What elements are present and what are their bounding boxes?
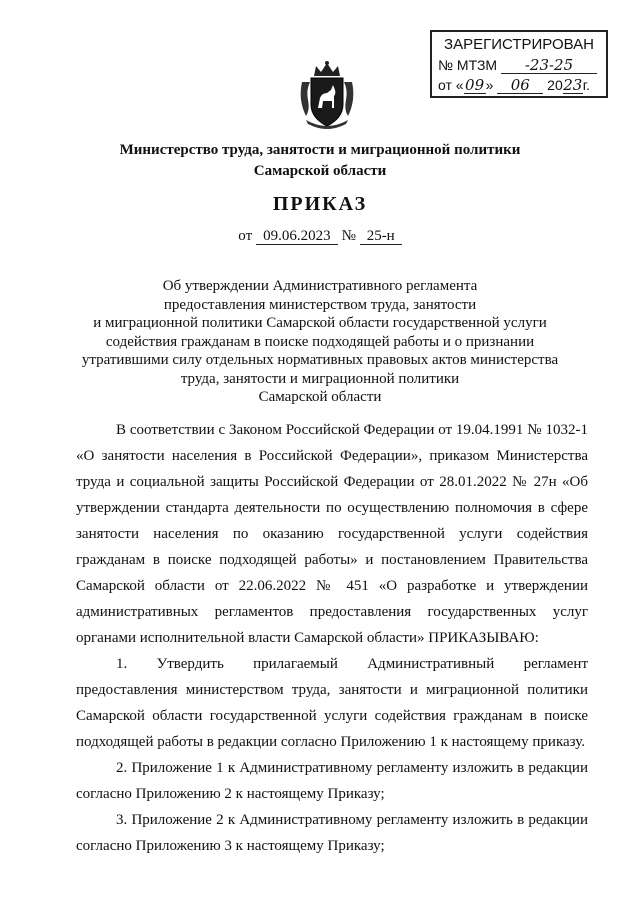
subject-line: содействия гражданам в поиске подходящей работы и о признании [105, 333, 535, 350]
registration-stamp [430, 30, 608, 98]
ministry-line-2: Самарской области [253, 163, 387, 179]
clause-1: 1. Утвердить прилагаемый Административный регламент предоставления министерством труда, занятости и миграционной политики Самарской области государственной услуги содействия гражданам в поиске подходящей работы в редакции согласно Приложению 1 к настоящему приказу. [76, 656, 588, 750]
subject-line: Самарской области [258, 389, 382, 405]
document-title: ПРИКАЗ [272, 193, 368, 215]
clause-2: 2. Приложение 1 к Административному регламенту изложить в редакции согласно Приложению 2 к настоящему Приказу; [76, 760, 588, 802]
stamp-number-prefix: № МТЗМ [438, 57, 498, 73]
stamp-year: 23 [563, 76, 583, 94]
stamp-year-prefix: 20 [547, 77, 563, 93]
ministry-line-1: Министерство труда, занятости и миграционной политики [119, 142, 521, 158]
order-subject [0, 277, 640, 407]
stamp-year-suffix: г. [582, 77, 591, 93]
clause-3: 3. Приложение 2 к Административному регламенту изложить в редакции согласно Приложению 3 к настоящему Приказу; [76, 812, 588, 854]
stamp-date-prefix: от « [438, 77, 464, 93]
samara-coat-of-arms-icon [296, 60, 358, 130]
subject-line: Об утверждении Административного регламента [162, 278, 478, 294]
stamp-month: 06 [497, 77, 543, 94]
order-number-prefix: № [341, 228, 356, 244]
stamp-day: 09 [465, 76, 485, 94]
subject-line: труда, занятости и миграционной политики [180, 370, 460, 387]
subject-line: утратившими силу отдельных нормативных правовых актов министерства [81, 352, 559, 368]
subject-line: и миграционной политики Самарской области государственной услуги [93, 315, 547, 331]
order-number: 25-н [360, 228, 402, 245]
preamble-paragraph: В соответствии с Законом Российской Федерации от 19.04.1991 № 1032-1 «О занятости населения в Российской Федерации», приказом Министерства труда и социальной защиты Российской Федерации от 28.01.2022 № 27н «Об утверждении стандарта деятельности по осуществлению полномочия в сфере занятости населения по оказанию государственной услуги содействия гражданам в поиске подходящей работы» и постановлением Правительства Самарской области от 22.06.2022 № 451 «О разработке и утверждении административных регламентов предоставления государственных услуг органами исполнительной власти Самарской области» ПРИКАЗЫВАЮ: [76, 422, 588, 646]
stamp-number-value: -23-25 [501, 57, 597, 74]
stamp-day-suffix: » [485, 77, 494, 93]
subject-line: предоставления министерством труда, занятости [163, 296, 477, 313]
order-date-number [0, 228, 640, 245]
stamp-date-row [438, 75, 600, 95]
order-date: 09.06.2023 [256, 228, 338, 245]
stamp-number-row [438, 55, 600, 75]
stamp-title: ЗАРЕГИСТРИРОВАН [444, 36, 594, 53]
order-date-prefix: от [238, 228, 253, 244]
order-body [76, 417, 588, 859]
ministry-name [0, 140, 640, 182]
